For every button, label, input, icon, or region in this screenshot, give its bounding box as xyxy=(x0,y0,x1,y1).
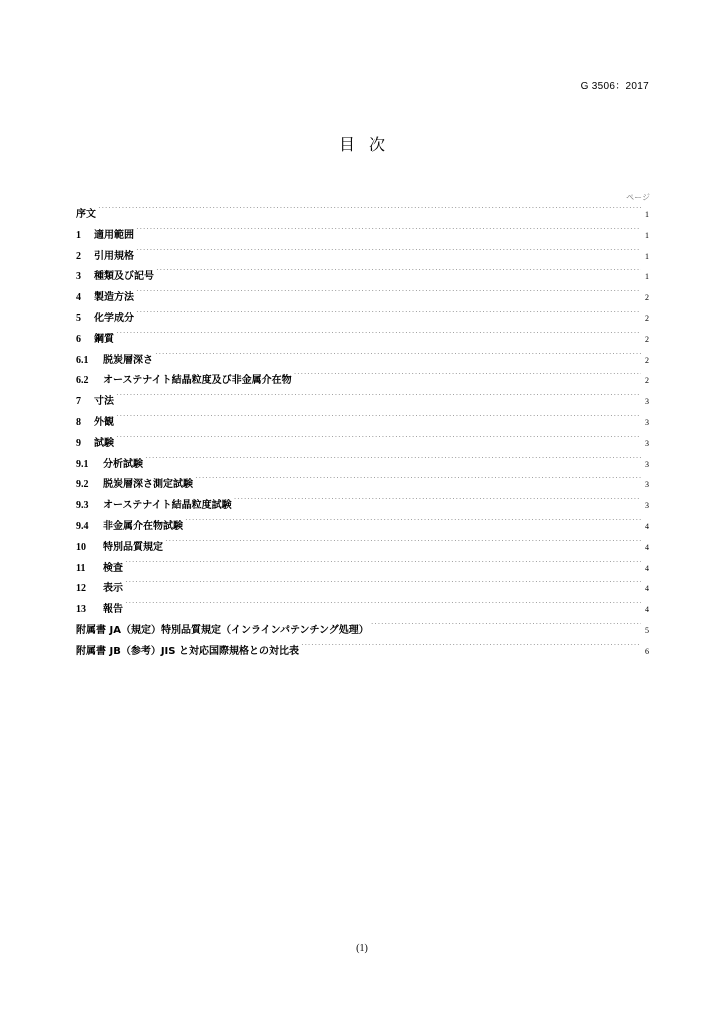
toc-entry-label: 報告 xyxy=(103,604,123,616)
toc-entry-page: 5 xyxy=(645,625,649,635)
toc-entry-page: 1 xyxy=(645,210,649,219)
toc-entry-number: 8 xyxy=(76,416,81,428)
page-title: 目次 xyxy=(338,135,399,154)
toc-entry[interactable] xyxy=(76,455,649,476)
toc-entry-label: 寸法 xyxy=(94,396,114,408)
page-column-label: ページ xyxy=(626,193,650,202)
toc-entry-number: 6.2 xyxy=(76,375,89,387)
toc-entry[interactable] xyxy=(76,538,649,559)
toc-entry-page: 6 xyxy=(645,646,649,656)
toc-entry-label: 分析試験 xyxy=(103,458,143,470)
toc-entry[interactable] xyxy=(76,226,649,247)
table-of-contents xyxy=(76,205,649,663)
toc-entry-label: 製造方法 xyxy=(94,292,134,304)
toc-entry-number: 6.1 xyxy=(76,354,89,366)
toc-entry-number: 9 xyxy=(76,437,81,449)
toc-entry-page: 3 xyxy=(645,501,649,511)
toc-entry-label: 適用範囲 xyxy=(94,229,134,241)
toc-entry-page: 2 xyxy=(645,313,649,323)
toc-entry-page: 1 xyxy=(645,272,649,282)
toc-entry-label: 外観 xyxy=(94,416,114,428)
toc-entry[interactable] xyxy=(76,351,649,372)
toc-entry-number: 12 xyxy=(76,583,86,595)
toc-entry[interactable] xyxy=(76,413,649,434)
toc-entry[interactable] xyxy=(76,267,649,288)
toc-leader-dots xyxy=(125,561,641,571)
toc-entry[interactable] xyxy=(76,496,649,517)
toc-entry-page: 3 xyxy=(645,480,649,490)
toc-entry-page: 2 xyxy=(645,293,649,303)
toc-entry[interactable] xyxy=(76,392,649,413)
toc-entry-label: 種類及び記号 xyxy=(94,271,154,283)
toc-leader-dots xyxy=(294,373,641,383)
toc-entry-number: 11 xyxy=(76,562,86,574)
toc-entry[interactable] xyxy=(76,559,649,580)
toc-leader-dots xyxy=(116,394,641,404)
toc-entry[interactable] xyxy=(76,600,649,621)
toc-entry-label: 表示 xyxy=(103,583,123,595)
toc-entry[interactable] xyxy=(76,288,649,309)
toc-entry-page: 3 xyxy=(645,438,649,448)
toc-leader-dots xyxy=(136,249,641,259)
toc-leader-dots xyxy=(156,269,641,279)
toc-entry[interactable] xyxy=(76,621,649,642)
toc-entry-number: 3 xyxy=(76,271,81,283)
toc-entry-number: 5 xyxy=(76,312,81,324)
toc-entry-number: 9.2 xyxy=(76,479,89,491)
toc-leader-dots xyxy=(195,477,641,487)
toc-entry-number: 2 xyxy=(76,250,81,262)
toc-entry-page: 3 xyxy=(645,417,649,427)
toc-entry[interactable] xyxy=(76,475,649,496)
toc-leader-dots xyxy=(234,498,641,508)
toc-entry-label: 化学成分 xyxy=(94,312,134,324)
toc-entry[interactable] xyxy=(76,517,649,538)
toc-entry-number: 9.4 xyxy=(76,520,89,532)
document-id: G 3506：2017 xyxy=(580,81,649,92)
toc-entry-page: 4 xyxy=(645,542,649,552)
toc-entry[interactable] xyxy=(76,579,649,600)
toc-entry-label: オーステナイト結晶粒度試験 xyxy=(103,500,232,512)
toc-entry-page: 3 xyxy=(645,459,649,469)
toc-entry-number: 9.1 xyxy=(76,458,89,470)
toc-entry[interactable] xyxy=(76,330,649,351)
toc-entry-label: 鋼質 xyxy=(94,333,114,345)
toc-entry-number: 1 xyxy=(76,229,81,241)
toc-leader-dots xyxy=(116,436,641,446)
toc-leader-dots xyxy=(98,207,641,217)
toc-leader-dots xyxy=(136,311,641,321)
toc-entry-page: 4 xyxy=(645,605,649,615)
toc-entry-page: 4 xyxy=(645,584,649,594)
toc-entry-label: 引用規格 xyxy=(94,250,134,262)
toc-entry-label: オーステナイト結晶粒度及び非金属介在物 xyxy=(103,375,292,387)
toc-entry-label: 附属書 JA（規定）特別品質規定（インラインパテンチング処理） xyxy=(76,624,369,636)
toc-entry[interactable] xyxy=(76,205,649,226)
toc-entry-number: 6 xyxy=(76,333,81,345)
toc-leader-dots xyxy=(125,602,641,612)
toc-leader-dots xyxy=(155,353,641,363)
toc-entry-label: 特別品質規定 xyxy=(103,541,163,553)
toc-entry-page: 2 xyxy=(645,376,649,386)
toc-entry[interactable] xyxy=(76,642,649,663)
toc-entry-page: 4 xyxy=(645,563,649,573)
toc-entry-label: 検査 xyxy=(103,562,123,574)
toc-leader-dots xyxy=(136,290,641,300)
toc-entry-label: 附属書 JB（参考）JIS と対応国際規格との対比表 xyxy=(76,645,299,657)
toc-entry-page: 1 xyxy=(645,251,649,261)
toc-entry-page: 2 xyxy=(645,355,649,365)
toc-entry[interactable] xyxy=(76,247,649,268)
toc-entry-label: 試験 xyxy=(94,437,114,449)
toc-leader-dots xyxy=(116,415,641,425)
toc-entry-number: 7 xyxy=(76,396,81,408)
footer-page-number: (1) xyxy=(356,943,368,954)
toc-leader-dots xyxy=(136,228,641,238)
toc-entry-number: 9.3 xyxy=(76,500,89,512)
toc-leader-dots xyxy=(145,457,641,467)
toc-entry-number: 13 xyxy=(76,604,86,616)
toc-leader-dots xyxy=(125,581,641,591)
toc-leader-dots xyxy=(165,540,641,550)
toc-leader-dots xyxy=(185,519,641,529)
toc-entry-page: 1 xyxy=(645,230,649,240)
toc-leader-dots xyxy=(116,332,641,342)
toc-entry-page: 3 xyxy=(645,397,649,407)
toc-entry[interactable] xyxy=(76,434,649,455)
toc-leader-dots xyxy=(371,623,641,633)
toc-entry-number: 4 xyxy=(76,292,81,304)
toc-entry-label: 序文 xyxy=(76,209,96,220)
toc-entry-page: 2 xyxy=(645,334,649,344)
toc-leader-dots xyxy=(301,644,641,654)
toc-entry[interactable] xyxy=(76,371,649,392)
toc-entry-label: 脱炭層深さ測定試験 xyxy=(103,479,193,491)
toc-entry[interactable] xyxy=(76,309,649,330)
toc-entry-label: 脱炭層深さ xyxy=(103,354,153,366)
toc-entry-label: 非金属介在物試験 xyxy=(103,520,183,532)
toc-entry-page: 4 xyxy=(645,521,649,531)
toc-entry-number: 10 xyxy=(76,541,86,553)
